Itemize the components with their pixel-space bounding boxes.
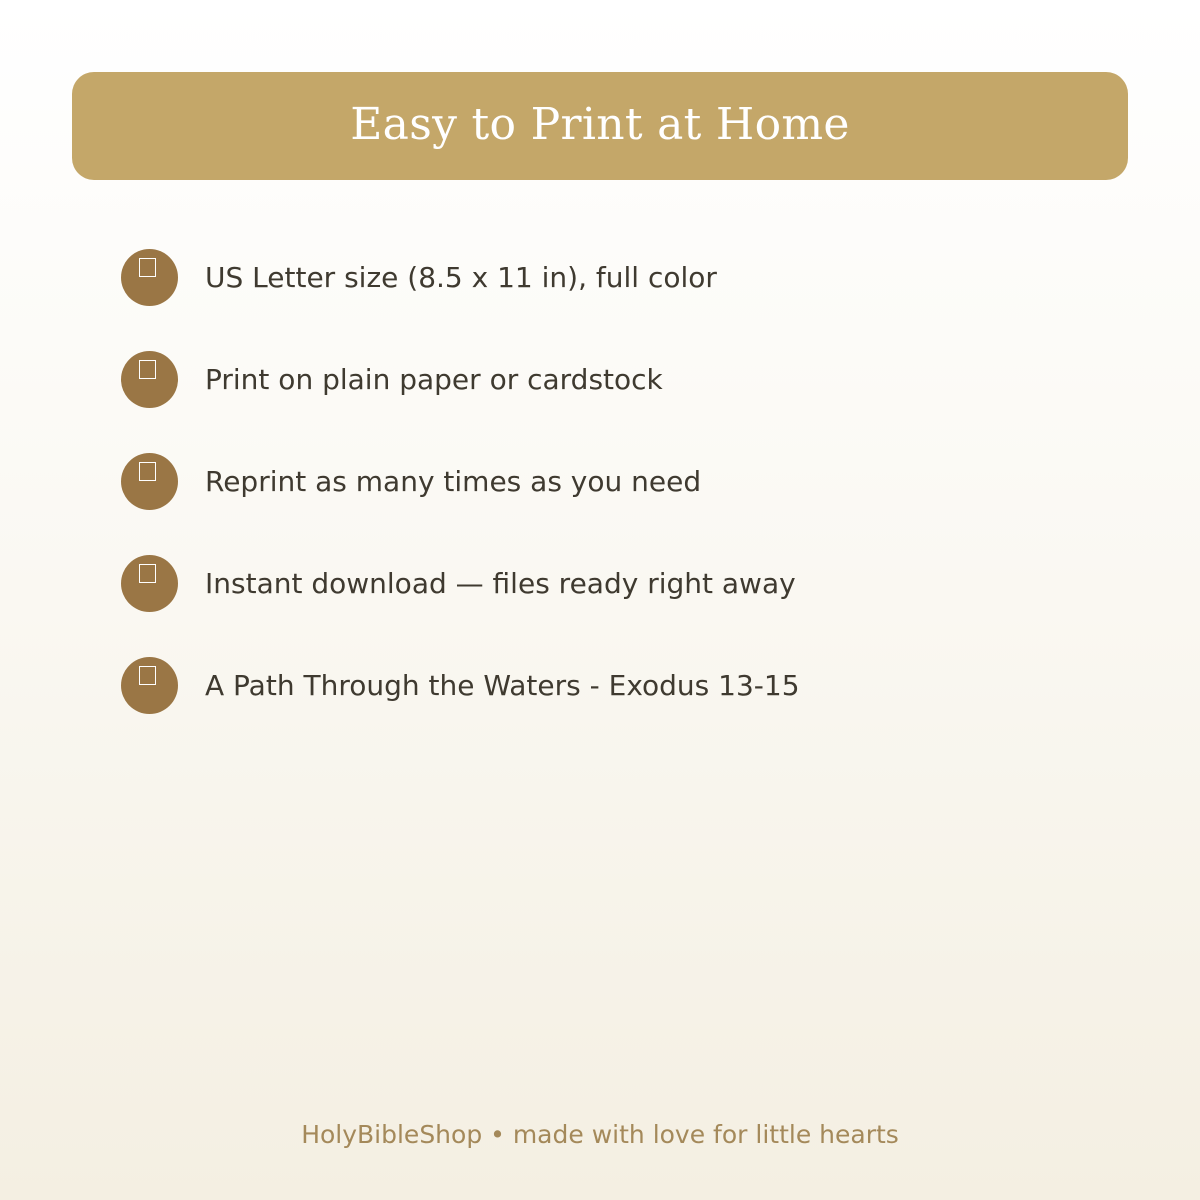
feature-label: Instant download — files ready right away [205,566,796,600]
list-item [121,350,1101,408]
list-item [121,248,1101,306]
checkbox-badge [121,453,178,510]
checkbox-badge [121,351,178,408]
checkbox-icon [139,258,156,277]
checkbox-badge [121,249,178,306]
title-banner [72,72,1128,180]
feature-label: A Path Through the Waters - Exodus 13-15 [205,668,800,702]
feature-label: US Letter size (8.5 x 11 in), full color [205,260,717,294]
checkbox-icon [139,666,156,685]
checkbox-badge [121,657,178,714]
list-item [121,554,1101,612]
list-item [121,656,1101,714]
footer-tagline: HolyBibleShop • made with love for little hearts [301,1120,899,1149]
list-item [121,452,1101,510]
page-title: Easy to Print at Home [350,98,850,150]
checkbox-icon [139,564,156,583]
feature-label: Print on plain paper or cardstock [205,362,663,396]
checkbox-icon [139,462,156,481]
checkbox-icon [139,360,156,379]
feature-label: Reprint as many times as you need [205,464,702,498]
feature-list [121,248,1101,758]
checkbox-badge [121,555,178,612]
